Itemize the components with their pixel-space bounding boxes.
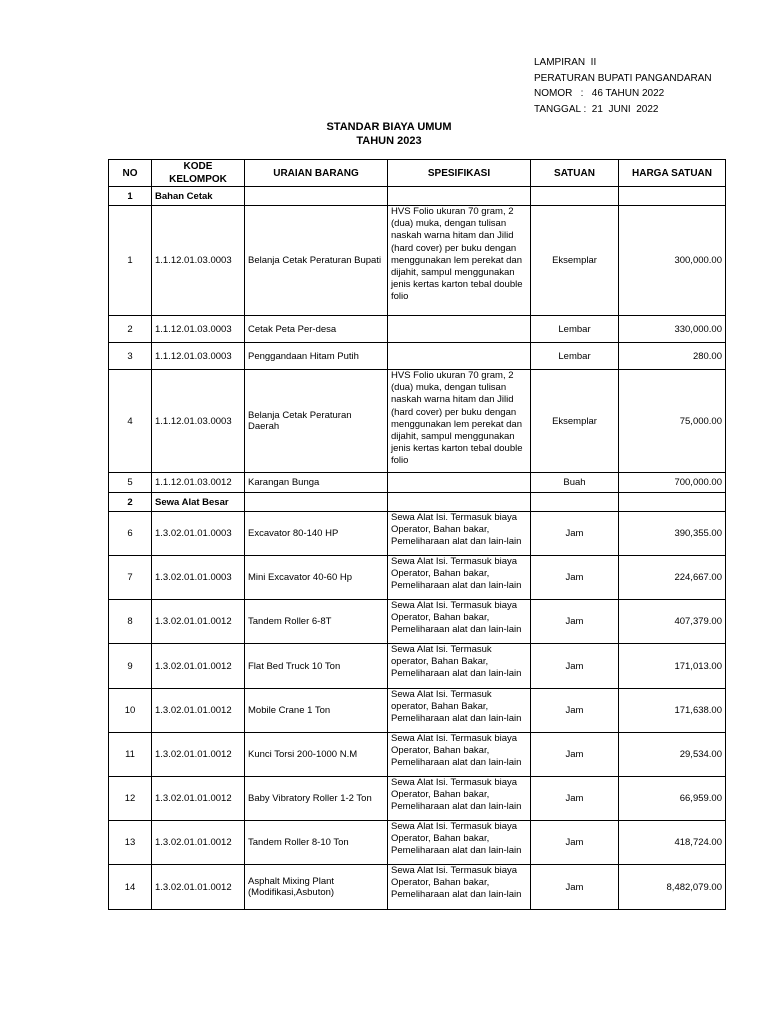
- row-number: 7: [109, 556, 152, 600]
- table-row: [109, 777, 726, 821]
- table-body: [109, 187, 726, 910]
- uraian-barang-cell: Baby Vibratory Roller 1-2 Ton: [245, 777, 388, 821]
- spesifikasi-cell: [388, 343, 531, 370]
- empty-cell: [245, 187, 388, 206]
- row-number: 3: [109, 343, 152, 370]
- spesifikasi-cell: [388, 473, 531, 493]
- row-number: 6: [109, 512, 152, 556]
- harga-satuan-cell: 280.00: [619, 343, 726, 370]
- table-row: [109, 473, 726, 493]
- table-row: [109, 644, 726, 689]
- document-title: STANDAR BIAYA UMUM: [326, 121, 452, 133]
- group-number: 1: [109, 187, 152, 206]
- uraian-barang-cell: Excavator 80-140 HP: [245, 512, 388, 556]
- spesifikasi-cell: Sewa Alat Isi. Termasuk biaya Operator, Bahan bakar, Pemeliharaan alat dan lain-lain: [388, 600, 531, 644]
- spesifikasi-cell: Sewa Alat Isi. Termasuk operator, Bahan Bakar, Pemeliharaan alat dan lain-lain: [388, 689, 531, 733]
- harga-satuan-cell: 171,013.00: [619, 644, 726, 689]
- harga-satuan-cell: 330,000.00: [619, 316, 726, 343]
- harga-satuan-cell: 8,482,079.00: [619, 865, 726, 910]
- table-header-row: [109, 160, 726, 187]
- kode-kelompok-cell: 1.1.12.01.03.0012: [152, 473, 245, 493]
- kode-kelompok-cell: 1.3.02.01.01.0012: [152, 689, 245, 733]
- uraian-barang-cell: Penggandaan Hitam Putih: [245, 343, 388, 370]
- harga-satuan-cell: 407,379.00: [619, 600, 726, 644]
- uraian-barang-cell: Belanja Cetak Peraturan Daerah: [245, 370, 388, 473]
- satuan-cell: Jam: [531, 777, 619, 821]
- table-row: [109, 316, 726, 343]
- kode-kelompok-cell: 1.3.02.01.01.0012: [152, 821, 245, 865]
- spesifikasi-cell: HVS Folio ukuran 70 gram, 2 (dua) muka, dengan tulisan naskah warna hitam dan Jilid (hard cover) per buku dengan menggunakan lem perekat dan dijahit, sampul menggunakan jenis kertas karton tebal double folio: [388, 206, 531, 316]
- nomor-label: NOMOR : 46 TAHUN 2022: [534, 88, 665, 99]
- group-label: Bahan Cetak: [152, 187, 245, 206]
- kode-kelompok-cell: 1.3.02.01.01.0012: [152, 733, 245, 777]
- spesifikasi-cell: Sewa Alat Isi. Termasuk biaya Operator, Bahan bakar, Pemeliharaan alat dan lain-lain: [388, 512, 531, 556]
- satuan-cell: Jam: [531, 821, 619, 865]
- row-number: 11: [109, 733, 152, 777]
- spesifikasi-cell: Sewa Alat Isi. Termasuk biaya Operator, Bahan bakar, Pemeliharaan alat dan lain-lain: [388, 821, 531, 865]
- uraian-barang-cell: Mobile Crane 1 Ton: [245, 689, 388, 733]
- satuan-cell: Buah: [531, 473, 619, 493]
- table-row: [109, 689, 726, 733]
- kode-kelompok-cell: 1.3.02.01.01.0003: [152, 556, 245, 600]
- harga-satuan-cell: 75,000.00: [619, 370, 726, 473]
- row-number: 12: [109, 777, 152, 821]
- table-row: [109, 206, 726, 316]
- harga-satuan-cell: 29,534.00: [619, 733, 726, 777]
- satuan-cell: Jam: [531, 865, 619, 910]
- column-header-no: NO: [109, 160, 152, 187]
- uraian-barang-cell: Cetak Peta Per-desa: [245, 316, 388, 343]
- harga-satuan-cell: 171,638.00: [619, 689, 726, 733]
- spesifikasi-cell: Sewa Alat Isi. Termasuk biaya Operator, Bahan bakar, Pemeliharaan alat dan lain-lain: [388, 777, 531, 821]
- satuan-cell: Jam: [531, 600, 619, 644]
- lampiran-block: [534, 55, 712, 117]
- uraian-barang-cell: Flat Bed Truck 10 Ton: [245, 644, 388, 689]
- spesifikasi-cell: Sewa Alat Isi. Termasuk biaya Operator, Bahan bakar, Pemeliharaan alat dan lain-lain: [388, 733, 531, 777]
- uraian-barang-cell: Belanja Cetak Peraturan Bupati: [245, 206, 388, 316]
- table-row: [109, 370, 726, 473]
- table-row: [109, 733, 726, 777]
- satuan-cell: Jam: [531, 733, 619, 777]
- row-number: 2: [109, 316, 152, 343]
- group-row: [109, 493, 726, 512]
- harga-satuan-cell: 224,667.00: [619, 556, 726, 600]
- spesifikasi-cell: [388, 316, 531, 343]
- satuan-cell: Jam: [531, 556, 619, 600]
- column-header-harga: HARGA SATUAN: [619, 160, 726, 187]
- spesifikasi-cell: Sewa Alat Isi. Termasuk biaya Operator, Bahan bakar, Pemeliharaan alat dan lain-lain: [388, 865, 531, 910]
- harga-satuan-cell: 300,000.00: [619, 206, 726, 316]
- group-row: [109, 187, 726, 206]
- harga-satuan-cell: 66,959.00: [619, 777, 726, 821]
- satuan-cell: Eksemplar: [531, 206, 619, 316]
- row-number: 5: [109, 473, 152, 493]
- kode-kelompok-cell: 1.3.02.01.01.0003: [152, 512, 245, 556]
- row-number: 10: [109, 689, 152, 733]
- satuan-cell: Jam: [531, 689, 619, 733]
- kode-kelompok-cell: 1.3.02.01.01.0012: [152, 600, 245, 644]
- row-number: 1: [109, 206, 152, 316]
- spesifikasi-cell: Sewa Alat Isi. Termasuk operator, Bahan Bakar, Pemeliharaan alat dan lain-lain: [388, 644, 531, 689]
- empty-cell: [619, 187, 726, 206]
- empty-cell: [531, 187, 619, 206]
- harga-satuan-cell: 418,724.00: [619, 821, 726, 865]
- satuan-cell: Lembar: [531, 343, 619, 370]
- satuan-cell: Jam: [531, 512, 619, 556]
- satuan-cell: Eksemplar: [531, 370, 619, 473]
- lampiran-label: LAMPIRAN II: [534, 57, 597, 68]
- uraian-barang-cell: Tandem Roller 8-10 Ton: [245, 821, 388, 865]
- column-header-uraian: URAIAN BARANG: [245, 160, 388, 187]
- table-row: [109, 512, 726, 556]
- kode-kelompok-cell: 1.1.12.01.03.0003: [152, 370, 245, 473]
- empty-cell: [388, 493, 531, 512]
- harga-satuan-cell: 700,000.00: [619, 473, 726, 493]
- tanggal-label: TANGGAL : 21 JUNI 2022: [534, 103, 659, 115]
- row-number: 8: [109, 600, 152, 644]
- table-row: [109, 821, 726, 865]
- uraian-barang-cell: Tandem Roller 6-8T: [245, 600, 388, 644]
- satuan-cell: Lembar: [531, 316, 619, 343]
- uraian-barang-cell: Mini Excavator 40-60 Hp: [245, 556, 388, 600]
- table-row: [109, 600, 726, 644]
- table-row: [109, 556, 726, 600]
- kode-kelompok-cell: 1.1.12.01.03.0003: [152, 343, 245, 370]
- empty-cell: [245, 493, 388, 512]
- harga-satuan-cell: 390,355.00: [619, 512, 726, 556]
- group-label: Sewa Alat Besar: [152, 493, 245, 512]
- document-year: TAHUN 2023: [356, 135, 422, 147]
- column-header-kode: KODE KELOMPOK: [152, 160, 245, 187]
- kode-kelompok-cell: 1.3.02.01.01.0012: [152, 865, 245, 910]
- empty-cell: [388, 187, 531, 206]
- column-header-spesifikasi: SPESIFIKASI: [388, 160, 531, 187]
- row-number: 4: [109, 370, 152, 473]
- spesifikasi-cell: Sewa Alat Isi. Termasuk biaya Operator, Bahan bakar, Pemeliharaan alat dan lain-lain: [388, 556, 531, 600]
- row-number: 9: [109, 644, 152, 689]
- standard-cost-table: [108, 159, 726, 910]
- kode-kelompok-cell: 1.3.02.01.01.0012: [152, 644, 245, 689]
- uraian-barang-cell: Karangan Bunga: [245, 473, 388, 493]
- table-row: [109, 865, 726, 910]
- spesifikasi-cell: HVS Folio ukuran 70 gram, 2 (dua) muka, dengan tulisan naskah warna hitam dan Jilid (hard cover) per buku dengan menggunakan lem perekat dan dijahit, sampul menggunakan jenis kertas karton tebal double folio: [388, 370, 531, 473]
- satuan-cell: Jam: [531, 644, 619, 689]
- table-row: [109, 343, 726, 370]
- empty-cell: [531, 493, 619, 512]
- peraturan-label: PERATURAN BUPATI PANGANDARAN: [534, 72, 712, 84]
- empty-cell: [619, 493, 726, 512]
- row-number: 13: [109, 821, 152, 865]
- group-number: 2: [109, 493, 152, 512]
- row-number: 14: [109, 865, 152, 910]
- kode-kelompok-cell: 1.1.12.01.03.0003: [152, 206, 245, 316]
- kode-kelompok-cell: 1.3.02.01.01.0012: [152, 777, 245, 821]
- uraian-barang-cell: Kunci Torsi 200-1000 N.M: [245, 733, 388, 777]
- column-header-satuan: SATUAN: [531, 160, 619, 187]
- uraian-barang-cell: Asphalt Mixing Plant (Modifikasi,Asbuton): [245, 865, 388, 910]
- kode-kelompok-cell: 1.1.12.01.03.0003: [152, 316, 245, 343]
